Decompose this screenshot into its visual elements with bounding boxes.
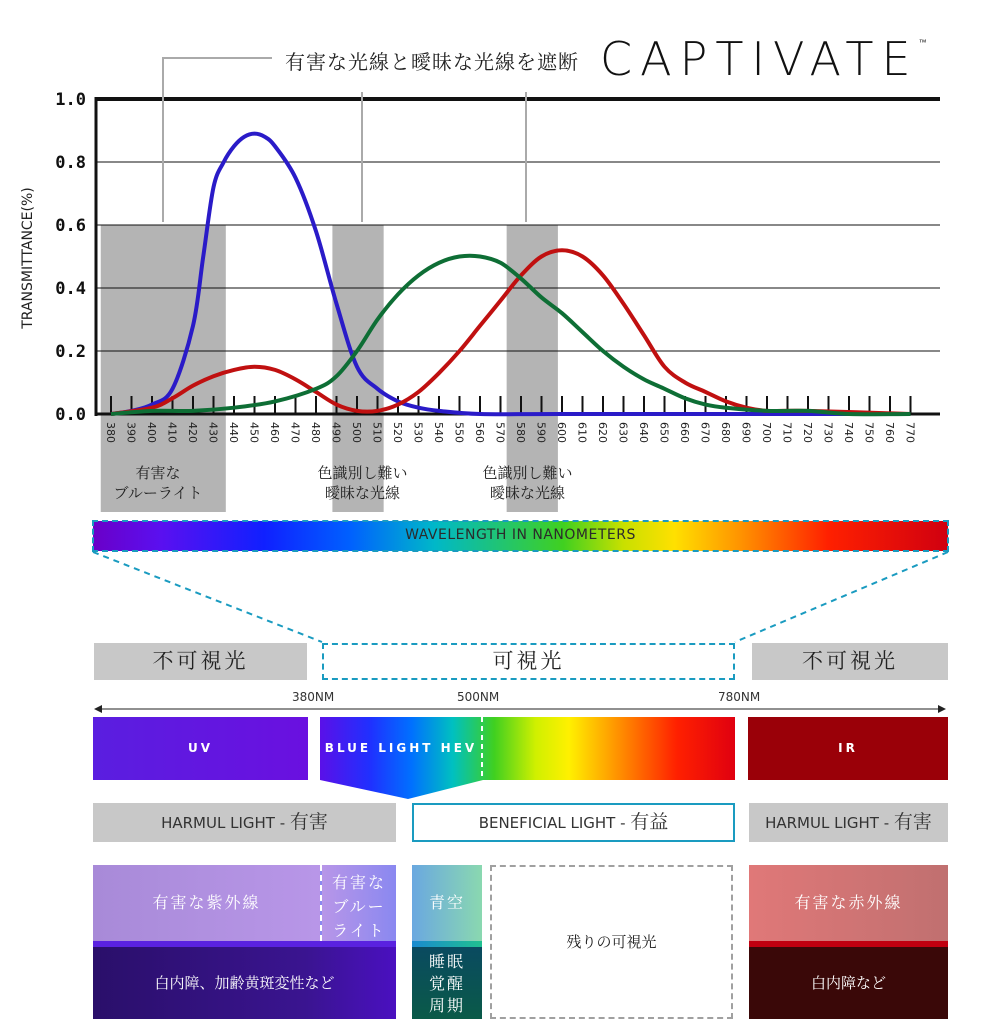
harmful-light-left [93,803,396,842]
x-tick-label: 530 [411,422,425,443]
y-tick-label: 0.2 [55,342,86,362]
band-label-line: 曖昧な光線 [324,484,400,502]
projection-line-left [93,552,322,642]
x-tick-label: 660 [678,422,691,443]
x-tick-label: 710 [780,422,794,443]
x-tick-label: 690 [739,422,753,443]
blue-light-hev-label: BLUE LIGHT HEV [324,741,478,755]
x-tick-label: 700 [760,422,773,443]
band-label-line: 有害な [135,464,181,482]
x-tick-label: 600 [555,422,568,443]
y-axis-title: TRANSMITTANCE(%) [20,187,36,329]
x-tick-label: 640 [637,422,650,443]
harmful-light-right-jp: 有害 [893,811,932,833]
uv-effects-cell: 白内障、加齢黄斑変性など [93,947,396,1019]
x-tick-label: 490 [329,422,343,443]
blue-light-line: 有害な [331,873,386,892]
blue-light-line: ブルー [332,897,386,916]
band-label-ambiguous-1 [300,463,425,503]
harmful-ir-cell: 有害な赤外線 [749,865,948,941]
x-tick-label: 510 [370,422,384,443]
band-label-line: ブルーライト [113,484,203,502]
band-label-blue-light [97,463,219,503]
sleep-line: 覚醒 [428,974,465,993]
projection-lines [0,540,1000,650]
x-tick-label: 650 [657,422,671,443]
visible-light: 可視光 [322,643,735,680]
x-tick-label: 480 [309,422,322,443]
band-label-line: 色識別し難い [482,464,573,482]
x-tick-label: 400 [145,422,158,443]
x-tick-label: 430 [206,422,220,443]
nm-marker-500: 500NM [457,690,500,704]
band-label-line: 曖昧な光線 [489,484,565,502]
beneficial-light [412,803,735,842]
y-tick-label: 0.6 [55,216,86,236]
arrow-head-left [94,705,102,713]
nm-marker-780: 780NM [718,690,761,704]
harmful-light-right-en: HARMUL LIGHT - [765,814,894,832]
y-tick-label: 1.0 [55,90,86,110]
x-tick-label: 760 [883,422,896,443]
x-tick-label: 440 [227,422,240,443]
band-label-line: 色識別し難い [317,464,408,482]
beneficial-light-en: BENEFICIAL LIGHT - [478,814,631,832]
blue-light-line: ライト [332,921,386,940]
harmful-uv-cell: 有害な紫外線 [93,865,320,941]
x-tick-label: 390 [124,422,138,443]
header-connector [163,58,272,222]
x-tick-label: 730 [821,422,835,443]
x-tick-label: 610 [575,422,589,443]
x-tick-label: 570 [493,422,507,443]
sleep-line: 周期 [428,996,465,1015]
x-tick-label: 410 [165,422,179,443]
sleep-cycle-cell [412,947,482,1019]
x-tick-label: 670 [698,422,712,443]
x-tick-label: 470 [288,422,302,443]
ir-band: IR [748,717,948,780]
x-tick-label: 580 [514,422,527,443]
x-tick-label: 680 [719,422,732,443]
uv-band: UV [93,717,308,780]
x-tick-label: 630 [616,422,630,443]
x-tick-label: 520 [391,422,404,443]
x-tick-label: 460 [268,422,281,443]
band-label-ambiguous-2 [465,463,590,503]
x-tick-label: 590 [534,422,548,443]
invisible-light-left: 不可視光 [94,643,307,680]
logo-text: CAPTIVATE [600,32,919,86]
x-tick-label: 560 [473,422,486,443]
x-tick-label: 620 [596,422,609,443]
blue-sky-cell: 青空 [412,865,482,941]
spectrum-label: WAVELENGTH IN NANOMETERS [405,527,636,543]
trademark-symbol: ™ [918,38,927,47]
x-tick-label: 750 [862,422,876,443]
harmful-blue-light-cell [320,865,396,941]
header-title: 有害な光線と曖昧な光線を遮断 [285,50,579,74]
x-tick-label: 540 [432,422,445,443]
invisible-light-right: 不可視光 [752,643,948,680]
projection-line-right [735,552,948,642]
nm-marker-380: 380NM [292,690,335,704]
x-tick-label: 450 [247,422,261,443]
x-tick-label: 740 [842,422,855,443]
x-tick-label: 720 [801,422,814,443]
harmful-light-right [749,803,948,842]
ir-effects-cell: 白内障など [749,947,948,1019]
x-tick-label: 380 [104,422,117,443]
x-tick-label: 550 [452,422,466,443]
y-tick-label: 0.4 [55,279,86,299]
sleep-line: 睡眠 [428,952,465,971]
y-tick-label: 0.8 [55,153,86,173]
x-tick-label: 770 [903,422,917,443]
x-tick-label: 500 [350,422,363,443]
harmful-light-left-jp: 有害 [289,811,328,833]
beneficial-light-jp: 有益 [630,811,669,833]
remaining-visible-light-cell: 残りの可視光 [490,865,733,1019]
arrow-head-right [938,705,946,713]
harmful-light-left-en: HARMUL LIGHT - [161,814,290,832]
x-tick-label: 420 [186,422,199,443]
y-tick-label: 0.0 [55,405,86,425]
